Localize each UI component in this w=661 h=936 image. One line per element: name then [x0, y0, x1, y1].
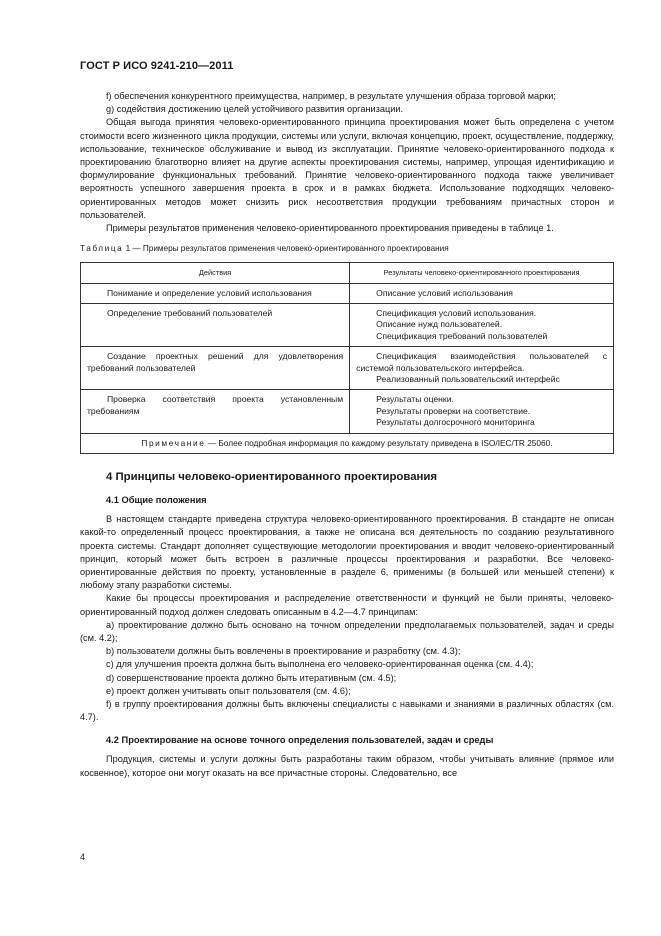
result-line: Описание нужд пользователей. — [376, 319, 503, 330]
principle-item: e) проект должен учитывать опыт пользователя (см. 4.6); — [106, 685, 351, 696]
table-cell-action — [81, 304, 350, 347]
table-caption-label: Таблица — [80, 244, 124, 254]
table-cell-action — [81, 347, 350, 390]
table-caption-text: 1 — Примеры результатов применения человеко-ориентированного проектирования — [125, 244, 449, 254]
principle-item: a) проектирование должно быть основано на точном определении предполагаемых пользователей, задач и среды (см. 4.2); — [80, 619, 614, 643]
table-note — [81, 433, 614, 453]
table-cell-action — [81, 390, 350, 433]
column-header-actions: Действия — [81, 263, 350, 283]
table-cell-results — [350, 347, 614, 390]
table-cell-results — [350, 304, 614, 347]
table-cell-action — [81, 283, 350, 303]
paragraph-structure: В настоящем стандарте приведена структура человеко-ориентированного проектирования. В стандарте не описан какой-то определенный процесс проектирования, а также не описана вся деятельность по созданию результативного проекта системы. Стандарт дополняет существующие методологии проектирования и вводит человеко-ориентированный принцип, который может быть встроен в различные процессы проектирования и разработки. Все человеко-ориентированные действия по проекту, установленные в разделе 6, применимы (в большей или меньшей степени) к любому этапу разработки системы. — [80, 514, 614, 591]
paragraph-stakeholders: Продукция, системы и услуги должны быть разработаны таким образом, чтобы учитывать влияние (прямое или косвенное), которое они могут оказать на все причастные стороны. Следовательно, все — [80, 754, 614, 778]
action-text: Проверка соответствия проекта установленным требованиям — [87, 394, 344, 416]
table-row — [81, 304, 614, 347]
principle-item: b) пользователи должны быть вовлечены в проектирование и разработку (см. 4.3); — [106, 646, 461, 657]
paragraph-examples: Примеры результатов применения человеко-ориентированного проектирования приведены в таблице 1. — [106, 223, 554, 234]
principle-item: c) для улучшения проекта должна быть выполнена его человеко-ориентированная оценка (см. 4.4); — [106, 659, 534, 670]
list-item-g: g) содействия достижению целей устойчивого развития организации. — [106, 104, 404, 115]
result-line: Спецификация требований пользователей — [376, 330, 548, 341]
table-header-row — [81, 263, 614, 283]
column-header-results: Результаты человеко-ориентированного проектирования — [350, 263, 614, 283]
table-row — [81, 347, 614, 390]
document-body — [80, 90, 614, 780]
result-line: Спецификация взаимодействия пользователей с системой пользовательского интерфейса. — [356, 351, 607, 373]
table-caption — [80, 243, 614, 255]
table-row — [81, 283, 614, 303]
action-text: Определение требований пользователей — [107, 308, 273, 319]
action-text: Создание проектных решений для удовлетворения требований пользователей — [87, 351, 344, 373]
subsection-heading-4-2: 4.2 Проектирование на основе точного определения пользователей, задач и среды — [106, 735, 494, 746]
result-line: Спецификация условий использования. — [376, 308, 537, 319]
paragraph-principles-intro: Какие бы процессы проектирования и распределение ответственности и функций не были приняты, человеко-ориентированный подход должен следовать описанным в 4.2—4.7 принципам: — [80, 593, 614, 617]
table-row — [81, 390, 614, 433]
page-number: 4 — [80, 852, 86, 862]
result-line: Результаты проверки на соответствие. — [376, 405, 531, 416]
table-note-row — [81, 433, 614, 453]
subsection-heading-4-1: 4.1 Общие положения — [106, 495, 207, 506]
paragraph-benefits: Общая выгода принятия человеко-ориентированного принципа проектирования может быть определена с учетом стоимости всего жизненного цикла продукции, системы или услуги, включая концепцию, проект, осуществление, поддержку, использование, техническое обслуживание и вывод из эксплуатации. Принятие человеко-ориентированного подхода к проектированию благотворно влияет на другие аспекты проектирования системы, например, упрощая идентификацию и формулирование функциональных требований. Принятие человеко-ориентированного подхода также увеличивает вероятность успешного завершения проекта в срок и в рамках бюджета. Использование подходящих человеко-ориентированных методов может снизить риск несоответствия продукции требованиям причастных сторон и пользователей. — [80, 117, 614, 220]
principle-item: f) в группу проектирования должны быть включены специалисты с навыками и знаниями в различных областях (см. 4.7). — [80, 698, 614, 723]
table-cell-results — [350, 390, 614, 433]
result-line: Результаты долгосрочного мониторинга — [376, 417, 535, 428]
table-cell-results — [350, 283, 614, 303]
standard-header: ГОСТ Р ИСО 9241-210—2011 — [80, 60, 234, 72]
result-line: Описание условий использования — [376, 287, 513, 298]
principle-item: d) совершенствование проекта должно быть итеративным (см. 4.5); — [106, 672, 397, 683]
result-line: Реализованный пользовательский интерфейс — [376, 374, 560, 385]
note-label: Примечание — [141, 437, 206, 448]
section-heading-4: 4 Принципы человеко-ориентированного проектирования — [106, 471, 438, 484]
results-table — [80, 262, 614, 454]
note-text: — Более подробная информация по каждому результату приведена в ISO/IEC/TR 25060. — [207, 437, 553, 448]
result-line: Результаты оценки. — [376, 394, 454, 405]
list-item-f: f) обеспечения конкурентного преимущества, например, в результате улучшения образа торговой марки; — [106, 91, 556, 101]
action-text: Понимание и определение условий использования — [107, 287, 312, 298]
